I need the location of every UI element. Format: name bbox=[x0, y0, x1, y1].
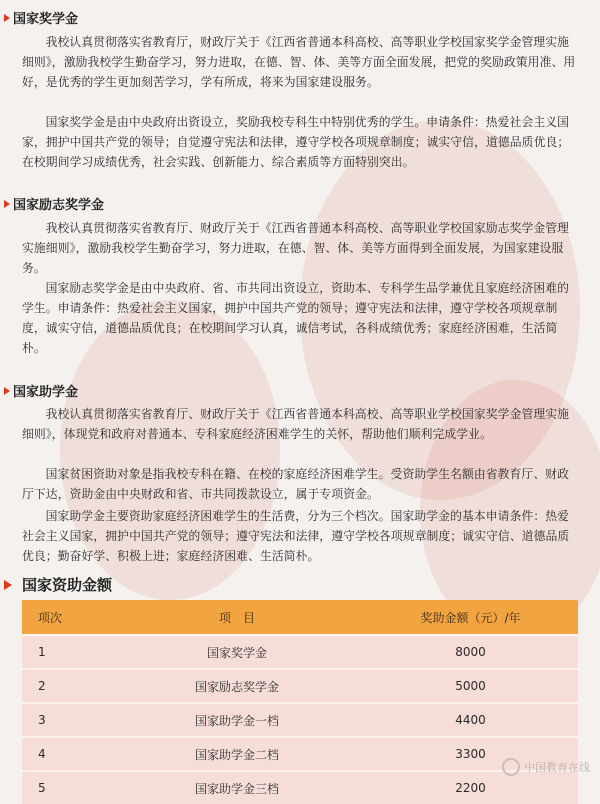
bullet-triangle-icon bbox=[4, 14, 10, 22]
table-row bbox=[22, 703, 578, 737]
paragraph: 国家励志奖学金是由中央政府、省、市共同出资设立，资助本、专科学生品学兼优且家庭经济困难的学生。申请条件：热爱社会主义国家，拥护中国共产党的领导；遵守宪法和法律，遵守学校各项规章制度，诚实守信，道德品质优良；在校期间学习认真，诚信考试，各科成绩优秀；家庭经济困难，生活简朴。 bbox=[22, 281, 570, 355]
cell-index: 5 bbox=[22, 771, 111, 804]
paragraph: 我校认真贯彻落实省教育厅、财政厅关于《江西省普通本科高校、高等职业学校国家奖学金管理实施细则》，体现党和政府对普通本、专科家庭经济困难学生的关怀，帮助他们顺利完成学业。 bbox=[22, 407, 570, 441]
section-title-text: 国家助学金 bbox=[13, 385, 79, 400]
section-title-text: 国家奖学金 bbox=[13, 12, 79, 27]
table-row bbox=[22, 635, 578, 669]
paragraph: 国家助学金主要资助家庭经济困难学生的生活费，分为三个档次。国家助学金的基本申请条件：热爱社会主义国家，拥护中国共产党的领导；遵守宪法和法律，遵守学校各项规章制度；诚实守信、道德品质优良；勤奋好学、积极上进；家庭经济困难、生活简朴。 bbox=[22, 509, 570, 563]
cell-item: 国家励志奖学金 bbox=[111, 669, 363, 703]
table-row bbox=[22, 669, 578, 703]
column-header-amount: 奖助金额（元）/年 bbox=[363, 600, 578, 635]
section-title-scholarship bbox=[4, 8, 78, 27]
watermark-text: 中国教育在线 bbox=[524, 761, 590, 774]
cell-amount: 3300 bbox=[363, 737, 578, 771]
bullet-triangle-icon bbox=[4, 580, 12, 590]
cell-item: 国家助学金三档 bbox=[111, 771, 363, 804]
cell-item: 国家助学金一档 bbox=[111, 703, 363, 737]
table-header-row bbox=[22, 600, 578, 635]
section-title-text: 国家励志奖学金 bbox=[13, 198, 105, 213]
watermark bbox=[502, 758, 590, 776]
grant-table-title bbox=[4, 574, 112, 595]
cell-index: 3 bbox=[22, 703, 111, 737]
cell-index: 2 bbox=[22, 669, 111, 703]
cell-amount: 5000 bbox=[363, 669, 578, 703]
section-title-grant bbox=[4, 381, 78, 400]
cell-index: 4 bbox=[22, 737, 111, 771]
cell-amount: 2200 bbox=[363, 771, 578, 804]
bullet-triangle-icon bbox=[4, 200, 10, 208]
cell-item: 国家奖学金 bbox=[111, 635, 363, 669]
watermark-logo-icon bbox=[502, 758, 520, 776]
cell-item: 国家助学金二档 bbox=[111, 737, 363, 771]
section-title-inspirational-scholarship bbox=[4, 194, 104, 213]
table-row bbox=[22, 737, 578, 771]
grant-table-title-text: 国家资助金额 bbox=[22, 576, 113, 594]
column-header-index: 项次 bbox=[22, 600, 111, 635]
paragraph: 我校认真贯彻落实省教育厅，财政厅关于《江西省普通本科高校、高等职业学校国家奖学金管理实施细则》，激励我校学生勤奋学习，努力进取，在德、智、体、美等方面全面发展，把党的奖励政策用准、用好，是优秀的学生更加刻苦学习，学有所成，将来为国家建设服务。 bbox=[22, 35, 576, 89]
cell-index: 1 bbox=[22, 635, 111, 669]
paragraph: 我校认真贯彻落实省教育厅、财政厅关于《江西省普通本科高校、高等职业学校国家励志奖学金管理实施细则》，激励我校学生勤奋学习，努力进取，在德、智、体、美等方面得到全面发展，为国家建设服务。 bbox=[22, 221, 570, 275]
table-row bbox=[22, 771, 578, 804]
grant-amount-table bbox=[22, 600, 578, 804]
column-header-item: 项 目 bbox=[111, 600, 363, 635]
paragraph: 国家奖学金是由中央政府出资设立，奖励我校专科生中特别优秀的学生。申请条件：热爱社会主义国家，拥护中国共产党的领导；自觉遵守宪法和法律，遵守学校各项规章制度；诚实守信，道德品质优良；在校期间学习成绩优秀，社会实践、创新能力、综合素质等方面特别突出。 bbox=[22, 115, 570, 169]
paragraph: 国家贫困资助对象是指我校专科在籍、在校的家庭经济困难学生。受资助学生名额由省教育厅、财政厅下达，资助金由中央财政和省、市共同拨款设立，属于专项资金。 bbox=[22, 467, 570, 501]
cell-amount: 4400 bbox=[363, 703, 578, 737]
cell-amount: 8000 bbox=[363, 635, 578, 669]
bullet-triangle-icon bbox=[4, 387, 10, 395]
